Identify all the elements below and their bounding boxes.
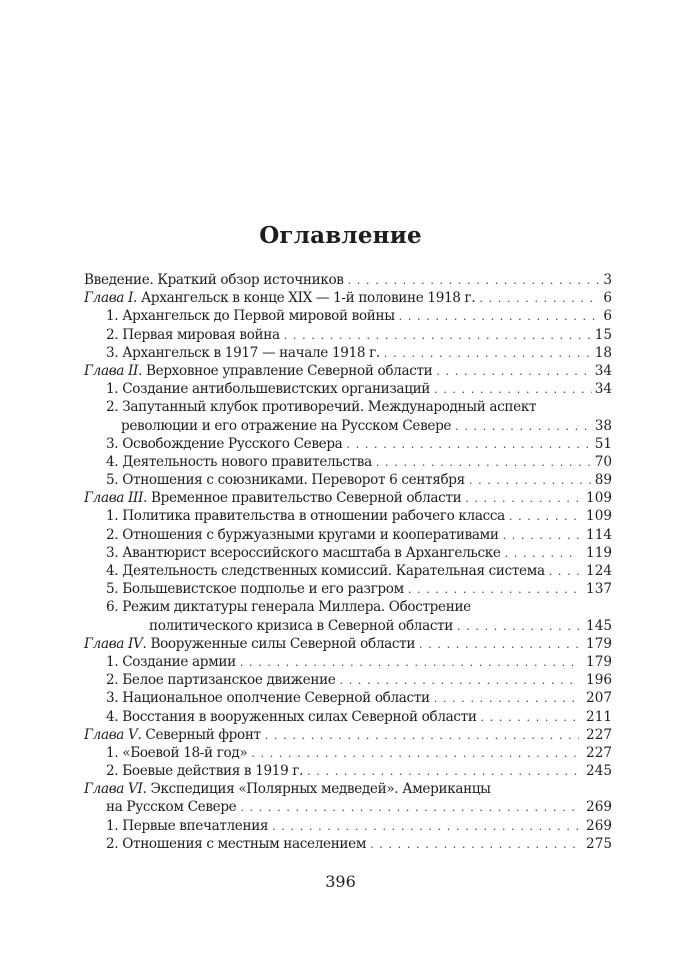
toc-section-line-2[interactable] [84, 617, 612, 635]
dot-leader [419, 636, 579, 654]
dot-leader [465, 490, 579, 508]
toc-chapter-title [84, 362, 432, 380]
dot-leader [436, 363, 591, 381]
toc-section[interactable] [84, 544, 612, 562]
toc-section-title: 1. Создание антибольшевистских организаций [106, 381, 431, 398]
dot-leader [503, 527, 579, 545]
toc-entry-page: 179 [586, 635, 612, 652]
toc-entry-page: 34 [594, 362, 612, 379]
page-number: 396 [325, 872, 356, 891]
chapter-label: Глава II [84, 362, 139, 379]
toc-entry-page: 6 [603, 308, 612, 325]
dot-leader [251, 745, 579, 763]
toc-section[interactable] [84, 453, 612, 471]
toc-section-line-2[interactable] [84, 417, 612, 435]
dot-leader [284, 327, 592, 345]
toc-section-title: 6. Режим диктатуры генерала Миллера. Обострение [106, 599, 471, 616]
toc-section-title: 1. Архангельск до Первой мировой войны [106, 308, 395, 325]
toc-entry-page: 196 [586, 672, 612, 689]
toc-section-title: 3. Освобождение Русского Севера [106, 435, 343, 452]
chapter-name: . Архангельск в конце XIX — 1-й половине 1918 г. [133, 290, 476, 307]
toc-entry-page: 119 [586, 544, 612, 561]
chapter-label: Глава I [84, 290, 134, 307]
toc-entry-page: 137 [586, 581, 612, 598]
chapter-name-cont: на Русском Севере [106, 799, 237, 816]
toc-section-title: 2. Отношения с буржуазными кругами и кооперативами [106, 526, 499, 543]
toc-entry-page: 109 [586, 490, 612, 507]
toc-section[interactable] [84, 380, 612, 398]
toc-chapter-4[interactable] [84, 635, 612, 653]
toc-heading: Оглавление [259, 222, 422, 249]
toc-entry-page: 269 [586, 817, 612, 834]
dot-leader [348, 272, 601, 290]
toc-section-title: 2. Первая мировая война [106, 326, 280, 343]
dot-leader [481, 709, 579, 727]
chapter-name: . Экспедиция «Полярных медведей». Американцы [142, 781, 491, 798]
chapter-label: Глава III [84, 490, 144, 507]
dot-leader [240, 654, 579, 672]
toc-section[interactable] [84, 580, 612, 598]
toc-section[interactable] [84, 762, 612, 780]
toc-section[interactable] [84, 507, 612, 525]
dot-leader [509, 508, 579, 526]
dot-leader [265, 727, 579, 745]
toc-section[interactable] [84, 326, 612, 344]
toc-entry-page: 89 [594, 472, 612, 489]
toc-entry-page: 109 [586, 508, 612, 525]
toc-entry-page: 6 [603, 290, 612, 307]
toc-section-title: 4. Восстания в вооруженных силах Северной области [106, 708, 477, 725]
toc-entry-page: 211 [586, 708, 612, 725]
dot-leader [434, 381, 592, 399]
toc-chapter-1[interactable] [84, 289, 612, 307]
toc-entry-page: 15 [594, 326, 612, 343]
toc-entry-page: 227 [586, 744, 612, 761]
toc-section-title: 2. Запутанный клубок противоречий. Международный аспект [106, 399, 537, 416]
chapter-name: . Верховное управление Северной области [138, 362, 433, 379]
toc-section-line-1[interactable] [84, 598, 612, 616]
toc-section[interactable] [84, 817, 612, 835]
toc-section[interactable] [84, 744, 612, 762]
toc-entry-page: 207 [586, 690, 612, 707]
toc-section-title: 4. Деятельность нового правительства [106, 453, 372, 470]
dot-leader [340, 672, 580, 690]
toc-section-title: 1. Первые впечатления [106, 817, 269, 834]
dot-leader [307, 763, 579, 781]
toc-entry-page: 179 [586, 653, 612, 670]
toc-section-title-cont: политического кризиса в Северной области [149, 617, 453, 634]
toc-section[interactable] [84, 689, 612, 707]
toc-entry-page: 51 [594, 435, 612, 452]
toc-chapter-6-line-2[interactable] [84, 798, 612, 816]
table-of-contents [84, 271, 612, 853]
toc-section-title: 5. Отношения с союзниками. Переворот 6 сентября [106, 472, 465, 489]
toc-chapter-title [84, 289, 475, 307]
toc-section[interactable] [84, 653, 612, 671]
toc-entry-page: 18 [594, 344, 612, 361]
dot-leader [399, 308, 601, 326]
toc-section[interactable] [84, 344, 612, 362]
toc-chapter-title [84, 489, 461, 507]
toc-entry-page: 269 [586, 799, 612, 816]
toc-entry-page: 145 [586, 617, 612, 634]
toc-entry-title: Введение. Краткий обзор источников [84, 272, 344, 288]
toc-entry-intro[interactable] [84, 271, 612, 289]
dot-leader [408, 581, 579, 599]
chapter-name: . Северный фронт [137, 726, 261, 743]
toc-section[interactable] [84, 671, 612, 689]
toc-entry-page: 34 [594, 381, 612, 398]
toc-section[interactable] [84, 708, 612, 726]
chapter-name: . Временное правительство Северной области [143, 490, 462, 507]
toc-section-title: 3. Национальное ополчение Северной области [106, 690, 430, 707]
toc-section[interactable] [84, 471, 612, 489]
toc-entry-page: 3 [603, 272, 612, 288]
toc-entry-page: 114 [586, 526, 612, 543]
toc-entry-page: 124 [586, 563, 612, 579]
toc-section[interactable] [84, 526, 612, 544]
dot-leader [434, 690, 579, 708]
dot-leader [384, 345, 592, 363]
toc-section-title: 1. «Боевой 18-й год» [106, 744, 248, 761]
dot-leader [272, 818, 579, 836]
toc-entry-page: 275 [586, 835, 612, 852]
dot-leader [346, 436, 591, 454]
toc-section[interactable] [84, 435, 612, 453]
dot-leader [479, 290, 600, 308]
chapter-label: Глава IV [84, 635, 143, 652]
toc-chapter-title [84, 635, 415, 653]
toc-section-title: 3. Архангельск в 1917 — начале 1918 г. [106, 344, 380, 361]
toc-chapter-title [84, 726, 261, 744]
chapter-label: Глава V [84, 726, 138, 743]
dot-leader [376, 454, 592, 472]
toc-chapter-2[interactable] [84, 362, 612, 380]
dot-leader [549, 563, 579, 581]
toc-section[interactable] [84, 307, 612, 325]
toc-section-title: 3. Авантюрист всероссийского масштаба в Архангельске [106, 544, 501, 561]
toc-section-title: 1. Политика правительства в отношении рабочего класса [106, 508, 505, 525]
toc-chapter-title [84, 780, 491, 798]
dot-leader [469, 472, 592, 490]
dot-leader [505, 545, 579, 563]
toc-chapter-5[interactable] [84, 726, 612, 744]
toc-section[interactable] [84, 562, 612, 580]
dot-leader [240, 799, 579, 817]
dot-leader [455, 418, 592, 436]
dot-leader [370, 836, 579, 854]
toc-entry-page: 227 [586, 726, 612, 743]
toc-section[interactable] [84, 835, 612, 853]
dot-leader [457, 618, 579, 636]
toc-section-title: 2. Отношения с местным населением [106, 835, 367, 852]
toc-section-title: 4. Деятельность следственных комиссий. Карательная система [106, 563, 545, 579]
toc-entry-page: 245 [586, 763, 612, 780]
toc-chapter-3[interactable] [84, 489, 612, 507]
toc-entry-page: 38 [594, 417, 612, 434]
toc-section-title: 2. Белое партизанское движение [106, 672, 336, 689]
toc-entry-page: 70 [594, 453, 612, 470]
toc-section-title-cont: революции и его отражение на Русском Севере [121, 417, 452, 434]
chapter-name: . Вооруженные силы Северной области [142, 635, 416, 652]
toc-section-title: 1. Создание армии [106, 653, 236, 670]
toc-section-title: 2. Боевые действия в 1919 г. [106, 763, 304, 780]
toc-chapter-6-line-1[interactable] [84, 780, 612, 798]
chapter-label: Глава VI [84, 781, 143, 798]
toc-section-line-1[interactable] [84, 398, 612, 416]
toc-section-title: 5. Большевистское подполье и его разгром [106, 581, 404, 598]
